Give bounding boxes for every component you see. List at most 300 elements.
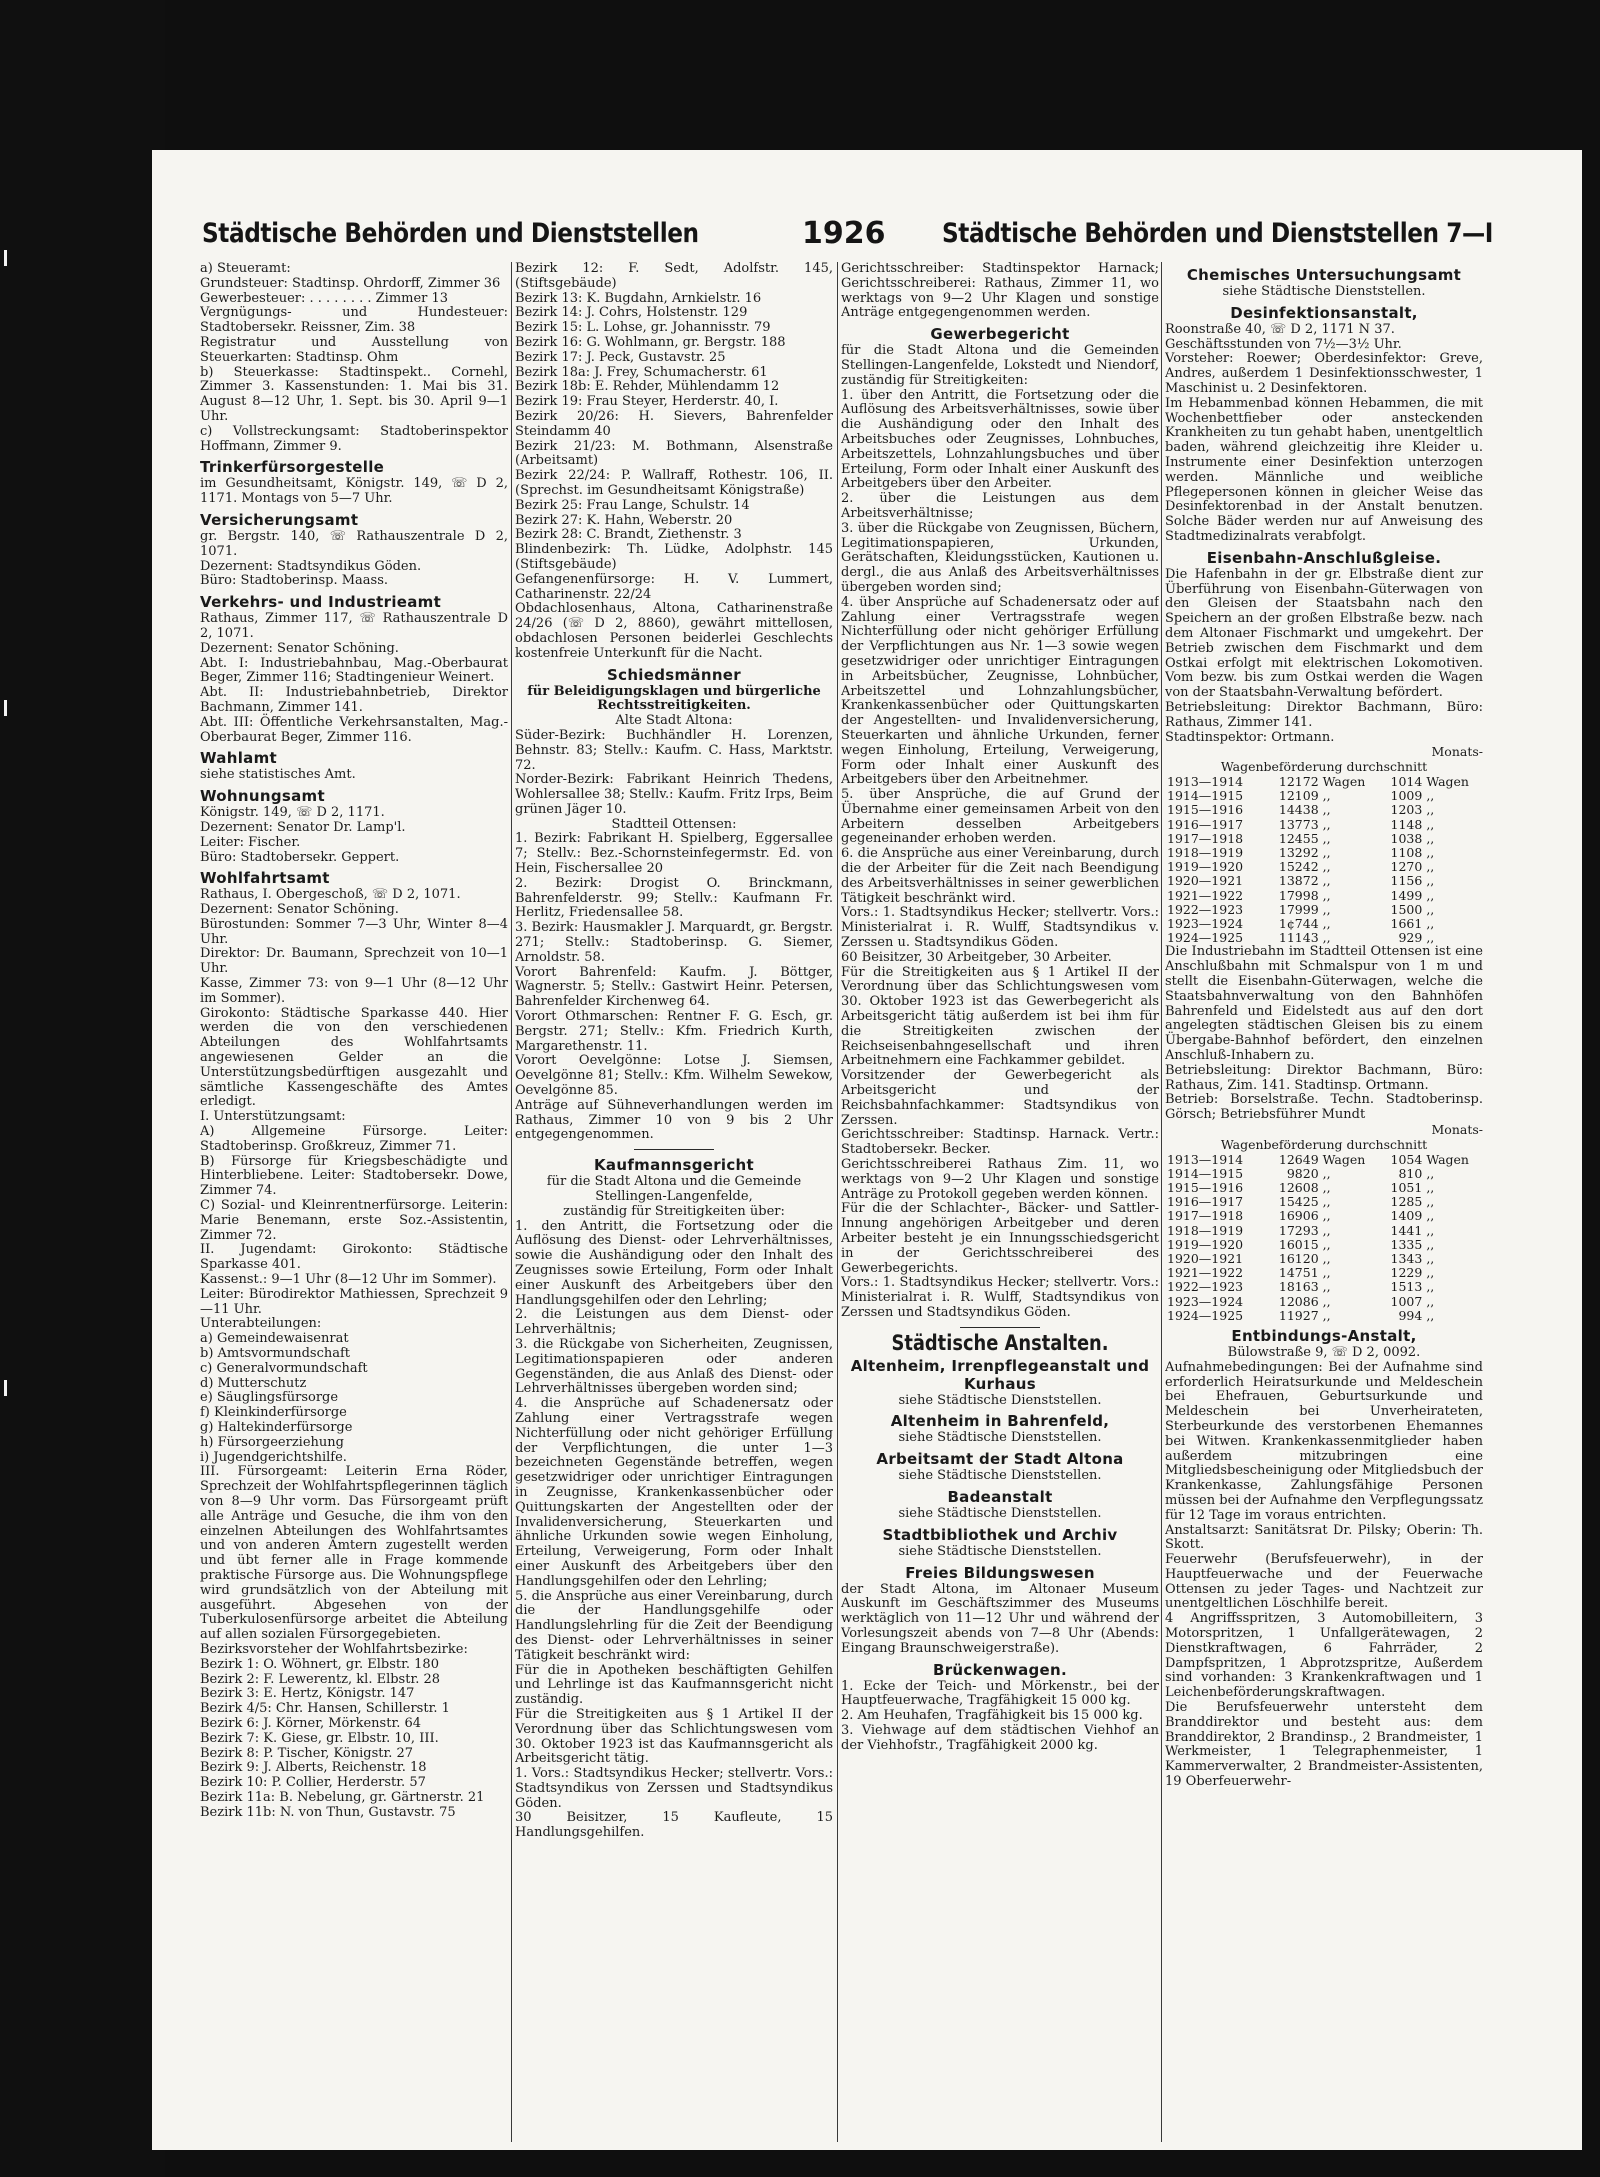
- centered-text: Alte Stadt Altona:: [615, 713, 733, 729]
- text-paragraph: Roonstraße 40, ☏ D 2, 1171 N 37.: [1165, 321, 1395, 337]
- table-cell: 1409: [1390, 1208, 1423, 1224]
- table-cell: ,,: [1426, 1265, 1435, 1281]
- section-heading: Kaufmannsgericht: [594, 1156, 754, 1175]
- column-2: [515, 262, 833, 2150]
- column-4: [1165, 262, 1483, 2150]
- text-paragraph: c) Generalvormundschaft: [200, 1360, 368, 1376]
- text-paragraph: Dezernent: Senator Schöning.: [200, 902, 399, 918]
- table-cell: 1924—1925: [1167, 1307, 1244, 1323]
- stats-table: [1165, 775, 1483, 945]
- table-cell: 1919—1920: [1167, 859, 1244, 875]
- table-cell: ,,: [1322, 1179, 1331, 1195]
- text-paragraph: Bezirk 7: K. Giese, gr. Elbstr. 10, III.: [200, 1730, 439, 1746]
- header-left-title: Städtische Behörden und Dienststellen: [202, 218, 699, 249]
- text-paragraph: 1. Vors.: Stadtsyndikus Hecker; stellvertr. Vors.: Stadtsyndikus von Zerssen und Stadtsyndikus Göden.: [515, 1766, 833, 1811]
- separator-rule: [960, 1327, 1040, 1328]
- table-cell: ,,: [1426, 1194, 1435, 1210]
- table-cell: ,,: [1426, 1208, 1435, 1224]
- text-paragraph: Vergnügungs- und Hundesteuer: Stadtobersekr. Reissner, Zim. 38: [200, 305, 508, 336]
- text-paragraph: im Gesundheitsamt, Königstr. 149, ☏ D 2, 1171. Montags von 5—7 Uhr.: [200, 476, 508, 507]
- table-cell: 1915—1916: [1167, 1179, 1244, 1195]
- table-row: [1165, 832, 1483, 846]
- text-paragraph: Bezirk 6: J. Körner, Mörkenstr. 64: [200, 1715, 422, 1731]
- text-paragraph: Bezirk 25: Frau Lange, Schulstr. 14: [515, 497, 750, 513]
- text-paragraph: Bezirk 20/26: H. Sievers, Bahrenfelder Steindamm 40: [515, 408, 833, 439]
- table-cell: ,,: [1426, 1179, 1435, 1195]
- table-cell: 1918—1919: [1167, 844, 1244, 860]
- table-cell: 1054: [1390, 1151, 1423, 1167]
- column-4-bottom: [1165, 1327, 1483, 1790]
- text-paragraph: 1. Ecke der Teich- und Mörkenstr., bei der Hauptfeuerwache, Tragfähigkeit 15 000 kg.: [841, 1678, 1159, 1709]
- text-paragraph: Bezirk 12: F. Sedt, Adolfstr. 145, (Stiftsgebäude): [515, 262, 833, 291]
- text-paragraph: Bezirk 21/23: M. Bothmann, Alsenstraße (Arbeitsamt): [515, 438, 833, 469]
- text-paragraph: Vorort Othmarschen: Rentner F. G. Esch, gr. Bergstr. 271; Stellv.: Kfm. Friedrich Kurth, Margarethenstr. 11.: [515, 1009, 833, 1054]
- text-paragraph: b) Steuerkasse: Stadtinspekt.. Cornehl, Zimmer 3. Kassenstunden: 1. Mai bis 31. August 8—12 Uhr, 1. Sept. bis 30. April 9—1 Uhr.: [200, 364, 508, 424]
- centered-text: Stadtteil Ottensen:: [611, 816, 737, 832]
- section-heading: Schiedsmänner: [607, 665, 741, 684]
- table-cell: 1922—1923: [1167, 901, 1244, 917]
- table-cell: 1148: [1390, 816, 1423, 832]
- centered-text: zuständig für Streitigkeiten über:: [563, 1203, 785, 1219]
- text-paragraph: Gerichtsschreiber: Stadtinspektor Harnack; Gerichtsschreiberei: Rathaus, Zimmer 11, wo werktags von 9—2 Uhr Klagen und sonstige Anträge entgegengenommen werden.: [841, 262, 1159, 321]
- table-cell: 1203: [1390, 802, 1423, 818]
- text-paragraph: Bezirk 22/24: P. Wallraff, Rothestr. 106, II. (Sprechst. im Gesundheitsamt Königstraße): [515, 468, 833, 498]
- text-paragraph: Für die in Apotheken beschäftigten Gehilfen und Lehrlinge ist das Kaufmannsgericht nicht zuständig.: [515, 1662, 833, 1708]
- text-paragraph: Bezirk 1: O. Wöhnert, gr. Elbstr. 180: [200, 1656, 439, 1672]
- table-cell: ,,: [1322, 1307, 1331, 1323]
- text-paragraph: Bezirk 15: L. Lohse, gr. Johannisstr. 79: [515, 320, 771, 336]
- section-heading: Entbindungs-Anstalt,: [1231, 1326, 1417, 1345]
- text-paragraph: Geschäftsstunden von 7½—3½ Uhr.: [1165, 336, 1402, 352]
- table-row: [1165, 917, 1483, 931]
- text-paragraph: Abt. I: Industriebahnbau, Mag.-Oberbaurat Beger, Zimmer 116; Stadtingenieur Weinert.: [200, 655, 508, 686]
- table-cell: ,,: [1426, 1165, 1435, 1181]
- table-cell: 9820: [1286, 1165, 1319, 1181]
- table-cell: 12172: [1278, 773, 1319, 789]
- table-cell: 1500: [1390, 901, 1423, 917]
- section-heading: Altenheim in Bahrenfeld,: [890, 1412, 1110, 1431]
- table-cell: ,,: [1322, 830, 1331, 846]
- centered-text: für Beleidigungsklagen und bürgerliche Rechtsstreitigkeiten.: [527, 683, 821, 714]
- table-cell: 1920—1921: [1167, 1250, 1244, 1266]
- text-paragraph: Registratur und Ausstellung von Steuerkarten: Stadtinsp. Ohm: [200, 334, 508, 365]
- table-cell: 1007: [1390, 1293, 1423, 1309]
- column-divider: [1161, 262, 1162, 2142]
- text-paragraph: g) Haltekinderfürsorge: [200, 1419, 353, 1435]
- column-4-mid: [1165, 945, 1483, 1123]
- section-heading: Arbeitsamt der Stadt Altona: [876, 1450, 1124, 1469]
- table-cell: 1915—1916: [1167, 802, 1244, 818]
- section-heading: Gewerbegericht: [930, 325, 1070, 344]
- column-divider: [837, 262, 838, 2142]
- text-paragraph: 5. die Ansprüche aus einer Vereinbarung, durch die der Handlungsgehilfe oder Handlungslehrling für die Zeit der Beendigung des Dienst- oder Lehrverhältnisses in seiner Tätigkeit beschränkt wird:: [515, 1588, 833, 1663]
- text-paragraph: 60 Beisitzer, 30 Arbeitgeber, 30 Arbeiter.: [841, 949, 1112, 965]
- table-row: [1165, 818, 1483, 832]
- text-paragraph: Vorsitzender der Gewerbegericht als Arbeitsgericht und der Reichsbahnfachkammer: Stadtsyndikus von Zerssen.: [841, 1068, 1159, 1128]
- text-paragraph: Vorsteher: Roewer; Oberdesinfektor: Greve, Andres, außerdem 1 Desinfektionsschwester, 1 Maschinist u. 2 Desinfektoren.: [1165, 351, 1483, 396]
- text-paragraph: Betriebsleitung: Direktor Bachmann, Büro: Rathaus, Zimmer 141.: [1165, 699, 1483, 730]
- table-row: [1165, 1238, 1483, 1252]
- table-row: [1165, 860, 1483, 874]
- text-paragraph: 3. Viehwage auf dem städtischen Viehhof an der Viehhofstr., Tragfähigkeit 2000 kg.: [841, 1722, 1159, 1753]
- header-right-title: Städtische Behörden und Dienststellen 7—I: [942, 218, 1494, 249]
- centered-text: Bülowstraße 9, ☏ D 2, 0092.: [1227, 1344, 1421, 1360]
- column-3: [841, 262, 1159, 2150]
- table-cell: ,,: [1426, 788, 1435, 804]
- text-paragraph: Unterabteilungen:: [200, 1316, 322, 1332]
- text-paragraph: 2. Am Heuhafen, Tragfähigkeit bis 15 000 kg.: [841, 1708, 1143, 1724]
- table-cell: 1285: [1390, 1194, 1423, 1210]
- section-title: Städtische Anstalten.: [891, 1330, 1109, 1355]
- text-paragraph: Bezirk 2: F. Lewerentz, kl. Elbstr. 28: [200, 1671, 441, 1687]
- text-paragraph: Bezirk 11a: B. Nebelung, gr. Gärtnerstr. 21: [200, 1789, 485, 1805]
- text-paragraph: Bezirk 18a: J. Frey, Schumacherstr. 61: [515, 364, 768, 380]
- table-cell: 1513: [1390, 1279, 1423, 1295]
- text-paragraph: 30 Beisitzer, 15 Kaufleute, 15 Handlungsgehilfen.: [515, 1810, 833, 1841]
- table-cell: 810: [1398, 1165, 1423, 1181]
- table-cell: 1499: [1390, 887, 1423, 903]
- table-cell: ,,: [1322, 873, 1331, 889]
- table-cell: 12086: [1278, 1293, 1319, 1309]
- table-cell: ,,: [1426, 859, 1435, 875]
- table-cell: 1108: [1390, 844, 1423, 860]
- table-cell: ,,: [1426, 802, 1435, 818]
- table-cell: 12455: [1278, 830, 1319, 846]
- text-paragraph: Blindenbezirk: Th. Lüdke, Adolphstr. 145 (Stiftsgebäude): [515, 542, 833, 572]
- table-cell: 1923—1924: [1167, 915, 1244, 931]
- table-cell: ,,: [1426, 1222, 1435, 1238]
- text-paragraph: Gewerbesteuer: . . . . . . . . Zimmer 13: [200, 290, 449, 306]
- table-cell: 1270: [1390, 859, 1423, 875]
- column-1: [200, 262, 508, 2150]
- table-cell: 1917—1918: [1167, 830, 1244, 846]
- table-cell: ,,: [1426, 887, 1435, 903]
- table-cell: 1914—1915: [1167, 788, 1244, 804]
- table-cell: Wagen: [1322, 773, 1366, 789]
- text-paragraph: Aufnahmebedingungen: Bei der Aufnahme sind erforderlich Heiratsurkunde und Meldeschein bei Ehefrauen, Geburtsurkunde und Meldeschein bei Unverheirateten, Sterbeurkunde des verstorbenen Ehemannes bei Witwen. Krankenkassenmitglieder haben außerdem mitzubringen eine Mitgliedsbescheinigung oder Mitgliedsbuch der Krankenkasse, Zahlungsfähige Personen müssen bei der Aufnahme den Verpflegungssatz für 12 Tage im voraus entrichten.: [1165, 1359, 1483, 1523]
- section-heading: Wohlfahrtsamt: [200, 869, 330, 888]
- table-cell: 17999: [1278, 901, 1319, 917]
- text-paragraph: Bezirk 11b: N. von Thun, Gustavstr. 75: [200, 1804, 456, 1820]
- text-paragraph: Gefangenenfürsorge: H. V. Lummert, Catharinenstr. 22/24: [515, 571, 833, 602]
- text-paragraph: e) Säuglingsfürsorge: [200, 1390, 339, 1406]
- table-cell: ,,: [1426, 1236, 1435, 1252]
- section-heading: Desinfektionsanstalt,: [1230, 303, 1418, 322]
- table-cell: ,,: [1426, 816, 1435, 832]
- section-heading: Verkehrs- und Industrieamt: [200, 593, 442, 612]
- stats-header: Wagenbeförderung durchschnitt: [1220, 759, 1428, 775]
- text-paragraph: Vors.: 1. Stadtsyndikus Hecker; stellvertr. Vors.: Ministerialrat i. R. Wulff, Stadtsyndikus v. Zerssen u. Stadtsyndikus Göden.: [841, 905, 1159, 951]
- text-paragraph: f) Kleinkinderfürsorge: [200, 1405, 347, 1421]
- table-cell: 1335: [1390, 1236, 1423, 1252]
- table-row: [1165, 1309, 1483, 1323]
- table-cell: ,,: [1426, 1250, 1435, 1266]
- table-cell: 1916—1917: [1167, 816, 1244, 832]
- text-paragraph: III. Fürsorgeamt: Leiterin Erna Röder, Sprechzeit der Wohlfahrtspflegerinnen täglich von 8—9 Uhr vorm. Das Fürsorgeamt prüft alle Anträge und Gesuche, die ihm von den einzelnen Abteilungen des Wohlfahrtsamtes und von anderen Ämtern zugestellt werden und übt ferner alle in Frage kommende praktische Fürsorge aus. Die Wohnungspflege wird grundsätzlich von der Abteilung mit ausgeführt. Abgesehen von der Tuberkulosenfürsorge arbeitet die Abteilung auf allen sozialen Fürsorgegebieten.: [200, 1464, 508, 1643]
- table-cell: Wagen: [1322, 1151, 1366, 1167]
- stats-header: Monats-: [1431, 1121, 1483, 1137]
- text-paragraph: II. Jugendamt: Girokonto: Städtische Sparkasse 401.: [200, 1242, 508, 1273]
- centered-text: siehe Städtische Dienststellen.: [898, 1505, 1102, 1521]
- text-paragraph: Kasse, Zimmer 73: von 9—1 Uhr (8—12 Uhr im Sommer).: [200, 976, 508, 1006]
- text-paragraph: 1. den Antritt, die Fortsetzung oder die Auflösung des Dienst- oder Lehrverhältnisses, sowie die Aushändigung oder den Inhalt des Zeugnisses sowie Erteilung, Form oder Inhalt einer Auskunft des Arbeitgebers über den Handlungsgehilfen oder den Lehrling;: [515, 1218, 833, 1308]
- table-cell: 13773: [1278, 816, 1319, 832]
- table-cell: 12649: [1278, 1151, 1319, 1167]
- industriebahn-stats: [1165, 1123, 1483, 1323]
- table-cell: 1009: [1390, 788, 1423, 804]
- table-cell: ,,: [1426, 844, 1435, 860]
- table-cell: 1051: [1390, 1179, 1423, 1195]
- text-paragraph: Betrieb: Borselstraße. Techn. Stadtoberinsp. Görsch; Betriebsführer Mundt: [1165, 1092, 1483, 1123]
- table-cell: 13292: [1278, 844, 1319, 860]
- table-cell: 1922—1923: [1167, 1279, 1244, 1295]
- text-paragraph: 4. die Ansprüche auf Schadenersatz oder Zahlung einer Vertragsstrafe wegen Nichterfüllung oder nicht gehöriger Erfüllung der Verpflichtungen, die unter 1—3 bezeichneten Gegenstände betreffen, wegen gesetzwidriger oder unrichtiger Eintragungen in Zeugnisse, Krankenkassenbücher oder Quittungskarten der Angestellten oder der Invalidenversicherung, Steuerkarten und ähnliche Urkunden sowie wegen Einholung, Erteilung, Verweigerung, Form oder Inhalt einer Auskunft des Arbeitgebers über den Handlungsgehilfen oder den Lehrling;: [515, 1396, 833, 1589]
- table-cell: ,,: [1426, 901, 1435, 917]
- table-cell: ,,: [1322, 802, 1331, 818]
- text-paragraph: Bezirk 9: J. Alberts, Reichenstr. 18: [200, 1760, 427, 1776]
- centered-text: siehe Städtische Dienststellen.: [898, 1468, 1102, 1484]
- text-paragraph: Rathaus, I. Obergeschoß, ☏ D 2, 1071.: [200, 887, 461, 903]
- table-cell: ,,: [1322, 1222, 1331, 1238]
- text-paragraph: Obdachlosenhaus, Altona, Catharinenstraße 24/26 (☏ D 2, 8860), gewährt mittellosen, obdachlosen Personen beiderlei Geschlechts kostenfreie Unterkunft für die Nacht.: [515, 601, 833, 661]
- text-paragraph: Für die Streitigkeiten aus § 1 Artikel II der Verordnung über das Schlichtungswesen vom 30. Oktober 1923 ist das Kaufmannsgericht als Arbeitsgericht tätig.: [515, 1706, 833, 1767]
- text-paragraph: Bezirk 14: J. Cohrs, Holstenstr. 129: [515, 305, 748, 321]
- table-row: [1165, 903, 1483, 917]
- table-cell: 1229: [1390, 1265, 1423, 1281]
- centered-text: siehe Städtische Dienststellen.: [1222, 284, 1426, 299]
- table-row: [1165, 1195, 1483, 1209]
- text-paragraph: 6. die Ansprüche aus einer Vereinbarung, durch die der Arbeiter für die Zeit nach Beendigung des Arbeitsverhältnisses in seiner gewerblichen Tätigkeit beschränkt wird.: [841, 846, 1159, 906]
- text-paragraph: 3. die Rückgabe von Sicherheiten, Zeugnissen, Legitimationspapieren oder anderen Gegenständen, die aus Anlaß des Dienst- oder Lehrverhältnisses übergeben worden sind;: [515, 1336, 833, 1397]
- text-paragraph: Bezirk 19: Frau Steyer, Herderstr. 40, I.: [515, 394, 779, 410]
- table-row: [1165, 1153, 1483, 1167]
- stats-header: Wagenbeförderung durchschnitt: [1220, 1136, 1428, 1152]
- table-cell: ,,: [1322, 1250, 1331, 1266]
- table-cell: 16906: [1278, 1208, 1319, 1224]
- table-cell: 1919—1920: [1167, 1236, 1244, 1252]
- table-cell: ,,: [1426, 1279, 1435, 1295]
- section-heading: Badeanstalt: [947, 1487, 1053, 1506]
- text-paragraph: Bürostunden: Sommer 7—3 Uhr, Winter 8—4 Uhr.: [200, 916, 508, 947]
- stats-table: [1165, 1153, 1483, 1323]
- table-cell: ,,: [1322, 788, 1331, 804]
- text-paragraph: I. Unterstützungsamt:: [200, 1109, 346, 1125]
- table-cell: ,,: [1322, 1236, 1331, 1252]
- table-cell: 14438: [1278, 802, 1319, 818]
- text-paragraph: Für die der Schlachter-, Bäcker- und Sattler-Innung angehörigen Arbeitgeber und deren Arbeiter besteht je ein Innungsschiedsgericht in der Gerichtsschreiberei des Gewerbegerichts.: [841, 1201, 1159, 1276]
- table-cell: Wagen: [1426, 1151, 1469, 1167]
- table-cell: ,,: [1426, 1293, 1435, 1309]
- column-divider: [511, 262, 512, 2142]
- text-paragraph: 3. über die Rückgabe von Zeugnissen, Büchern, Legitimationspapieren, Urkunden, Gerätschaften, Kleidungsstücken, Kautionen u. dergl., die aus Anlaß des Arbeitsverhältnisses übergeben worden sind;: [841, 520, 1159, 595]
- table-cell: 1913—1914: [1167, 773, 1244, 789]
- table-row: [1165, 1280, 1483, 1294]
- table-cell: ,,: [1322, 859, 1331, 875]
- table-cell: 1914—1915: [1167, 1165, 1244, 1181]
- text-paragraph: Dezernent: Senator Schöning.: [200, 640, 399, 656]
- text-paragraph: Vorort Oevelgönne: Lotse J. Siemsen, Oevelgönne 81; Stellv.: Kfm. Wilhelm Sewekow, Oevelgönne 85.: [515, 1053, 833, 1099]
- text-paragraph: Bezirk 17: J. Peck, Gustavstr. 25: [515, 349, 726, 365]
- table-cell: ,,: [1426, 873, 1435, 889]
- text-paragraph: 1. über den Antritt, die Fortsetzung oder die Auflösung des Arbeitsverhältnisses, sowie über die Aushändigung oder den Inhalt des Arbeitsbuches oder Zeugnisses, Lohnbuches, Arbeitszettels, Lohnzahlungsbuches und über Erteilung, Form oder Inhalt einer Auskunft des Arbeitgebers über den Arbeiter.: [841, 387, 1159, 492]
- text-paragraph: Anträge auf Sühneverhandlungen werden im Rathaus, Zimmer 10 von 9 bis 2 Uhr entgegengenommen.: [515, 1097, 833, 1143]
- text-paragraph: Gerichtsschreiber: Stadtinsp. Harnack. Vertr.: Stadtobersekr. Becker.: [841, 1127, 1159, 1158]
- text-paragraph: Die Industriebahn im Stadtteil Ottensen ist eine Anschlußbahn mit Schmalspur von 1 m und stellt die Eisenbahn-Güterwagen, welche die Staatsbahnverwaltung von den Bahnhöfen Bahrenfeld und Eidelstedt aus auf den dort angelegten städtischen Gleisen bis zu einem Übergabe-Bahnhof befördert, den einzelnen Anschluß-Inhabern zu.: [1165, 944, 1483, 1063]
- text-paragraph: c) Vollstreckungsamt: Stadtoberinspektor Hoffmann, Zimmer 9.: [200, 423, 508, 454]
- text-paragraph: 2. über die Leistungen aus dem Arbeitsverhältnisse;: [841, 491, 1159, 521]
- text-paragraph: d) Mutterschutz: [200, 1375, 307, 1391]
- section-heading: Brückenwagen.: [933, 1660, 1067, 1679]
- text-paragraph: Girokonto: Städtische Sparkasse 440. Hier werden die von den verschiedenen Abteilungen des Wohlfahrtsamts angewiesenen Gelder an die Unterstützungsbedürftigen ausgezahlt und sämtliche Kassengeschäfte des Amtes erledigt.: [200, 1005, 508, 1110]
- text-paragraph: Norder-Bezirk: Fabrikant Heinrich Thedens, Wohlersallee 38; Stellv.: Kaufm. Fritz Irps, Beim grünen Jäger 10.: [515, 772, 833, 817]
- text-paragraph: Bezirk 16: G. Wohlmann, gr. Bergstr. 188: [515, 334, 786, 350]
- centered-text: siehe Städtische Dienststellen.: [898, 1392, 1102, 1408]
- table-cell: ,,: [1322, 1194, 1331, 1210]
- table-cell: ,,: [1426, 930, 1435, 946]
- text-paragraph: Gerichtsschreiberei Rathaus Zim. 11, wo werktags von 9—2 Uhr Klagen und sonstige Anträge zu Protokoll gegeben werden können.: [841, 1157, 1159, 1202]
- text-paragraph: Bezirk 4/5: Chr. Hansen, Schillerstr. 1: [200, 1701, 450, 1717]
- text-paragraph: B) Fürsorge für Kriegsbeschädigte und Hinterbliebene. Leiter: Stadtobersekr. Dowe, Zimmer 74.: [200, 1153, 508, 1199]
- table-cell: 15242: [1278, 859, 1319, 875]
- table-cell: 12109: [1278, 788, 1319, 804]
- text-paragraph: Abt. II: Industriebahnbetrieb, Direktor Bachmann, Zimmer 141.: [200, 685, 508, 715]
- text-paragraph: C) Sozial- und Kleinrentnerfürsorge. Leiterin: Marie Benemann, erste Soz.-Assistentin, Zimmer 72.: [200, 1198, 508, 1243]
- table-cell: 12608: [1278, 1179, 1319, 1195]
- text-paragraph: Anstaltsarzt: Sanitätsrat Dr. Pilsky; Oberin: Th. Skott.: [1165, 1522, 1483, 1553]
- table-cell: 16120: [1278, 1250, 1319, 1266]
- text-paragraph: A) Allgemeine Fürsorge. Leiter: Stadtoberinsp. Großkreuz, Zimmer 71.: [200, 1124, 508, 1154]
- table-cell: 1918—1919: [1167, 1222, 1244, 1238]
- text-paragraph: Bezirk 18b: E. Rehder, Mühlendamm 12: [515, 379, 780, 395]
- section-heading: Chemisches Untersuchungsamt: [1186, 266, 1462, 284]
- table-cell: 11143: [1278, 930, 1319, 946]
- table-cell: 994: [1398, 1307, 1423, 1323]
- text-paragraph: Direktor: Dr. Baumann, Sprechzeit von 10—1 Uhr.: [200, 946, 508, 977]
- table-cell: 1920—1921: [1167, 873, 1244, 889]
- text-paragraph: a) Gemeindewaisenrat: [200, 1331, 349, 1347]
- table-row: [1165, 889, 1483, 903]
- text-paragraph: Leiter: Fischer.: [200, 834, 301, 850]
- text-paragraph: Leiter: Bürodirektor Mathiessen, Sprechzeit 9—11 Uhr.: [200, 1286, 508, 1317]
- text-paragraph: Bezirk 28: C. Brandt, Ziethenstr. 3: [515, 527, 742, 543]
- table-cell: 1038: [1390, 830, 1423, 846]
- table-cell: ,,: [1426, 1307, 1435, 1323]
- text-paragraph: Süder-Bezirk: Buchhändler H. Lorenzen, Behnstr. 83; Stellv.: Kaufm. C. Hass, Marktstr. 72.: [515, 727, 833, 773]
- table-cell: ,,: [1426, 830, 1435, 846]
- table-cell: ,,: [1322, 915, 1331, 931]
- table-cell: 15425: [1278, 1194, 1319, 1210]
- table-cell: Wagen: [1426, 773, 1469, 789]
- text-paragraph: Bezirksvorsteher der Wohlfahrtsbezirke:: [200, 1641, 468, 1657]
- page-header: [152, 218, 1582, 258]
- table-cell: ,,: [1322, 816, 1331, 832]
- table-row: [1165, 846, 1483, 860]
- section-heading: Freies Bildungswesen: [905, 1563, 1095, 1582]
- text-paragraph: Grundsteuer: Stadtinsp. Ohrdorff, Zimmer 36: [200, 275, 501, 291]
- separator-rule: [634, 1149, 714, 1150]
- table-cell: 18163: [1278, 1279, 1319, 1295]
- text-paragraph: a) Steueramt:: [200, 262, 291, 276]
- text-paragraph: Abt. III: Öffentliche Verkehrsanstalten, Mag.-Oberbaurat Beger, Zimmer 116.: [200, 714, 508, 745]
- text-paragraph: der Stadt Altona, im Altonaer Museum Auskunft im Geschäftszimmer des Museums werktäglich von 11—12 Uhr und während der Vorlesungszeit abends von 7—8 Uhr (Abends: Eingang Braunschweigerstraße).: [841, 1581, 1159, 1656]
- text-paragraph: Büro: Stadtobersekr. Geppert.: [200, 849, 400, 865]
- text-paragraph: Im Hebammenbad können Hebammen, die mit Wochenbettfieber oder ansteckenden Krankheiten zu tun gehabt haben, unentgeltlich baden, während gleichzeitig ihre Kleider u. Instrumente einer Desinfektion unterzogen werden. Männliche und weibliche Pflegepersonen können in gleicher Weise das Desinfektorenbad in der Anstalt benutzen. Solche Bäder werden nur auf Anweisung des Stadtmedizinalrats verabfolgt.: [1165, 395, 1483, 544]
- text-paragraph: 4. über Ansprüche auf Schadenersatz oder auf Zahlung einer Vertragsstrafe wegen Nichterfüllung oder nicht gehöriger Erfüllung der Verpflichtungen aus Nr. 1—3 sowie wegen gesetzwidriger oder unrichtiger Eintragungen in Arbeitsbücher, Zeugnisse, Lohnbücher, Arbeitszettel und Lohnzahlungsbücher, Krankenkassenbücher oder Quittungskarten der Angestellten- und Invalidenversicherung, Steuerkarten und ähnliche Urkunden, ferner wegen Einholung, Erteilung, Verweigerung, Form oder Inhalt einer Auskunft des Arbeitgebers über den Arbeitnehmer.: [841, 594, 1159, 788]
- table-cell: 14751: [1278, 1265, 1319, 1281]
- table-cell: 11927: [1278, 1307, 1319, 1323]
- table-cell: 1441: [1390, 1222, 1423, 1238]
- text-paragraph: Rathaus, Zimmer 117, ☏ Rathauszentrale D 2, 1071.: [200, 611, 508, 641]
- text-paragraph: Bezirk 27: K. Hahn, Weberstr. 20: [515, 512, 733, 528]
- centered-text: siehe Städtische Dienststellen.: [898, 1543, 1102, 1559]
- text-paragraph: Stadtinspektor: Ortmann.: [1165, 729, 1335, 745]
- column-4-top: [1165, 266, 1483, 745]
- text-paragraph: 4 Angriffsspritzen, 3 Automobilleitern, 3 Motorspritzen, 1 Unfallgerätewagen, 2 Dienstkraftwagen, 6 Fahrräder, 2 Dampfspritzen, 1 Abprotzspritze, Außerdem sind vorhanden: 3 Krankenkraftwagen und 1 Leichenbeförderungskraftwagen.: [1165, 1611, 1483, 1701]
- table-row: [1165, 1167, 1483, 1181]
- hafenbahn-stats: [1165, 745, 1483, 945]
- table-row: [1165, 1181, 1483, 1195]
- table-row: [1165, 1209, 1483, 1223]
- text-paragraph: 5. über Ansprüche, die auf Grund der Übernahme einer gemeinsamen Arbeit von den Arbeitern desselben Arbeitgebers gegeneinander erhoben werden.: [841, 787, 1159, 847]
- section-heading: Altenheim, Irrenpflegeanstalt und Kurhaus: [850, 1356, 1150, 1393]
- table-row: [1165, 1252, 1483, 1266]
- table-row: [1165, 1224, 1483, 1238]
- header-year: 1926: [802, 216, 886, 251]
- table-cell: 17998: [1278, 887, 1319, 903]
- text-paragraph: 3. Bezirk: Hausmakler J. Marquardt, gr. Bergstr. 271; Stellv.: Stadtoberinsp. G. Siemer, Arnoldstr. 58.: [515, 920, 833, 965]
- table-row: [1165, 775, 1483, 789]
- table-cell: ,,: [1322, 1279, 1331, 1295]
- table-cell: 929: [1398, 930, 1423, 946]
- section-heading: Versicherungsamt: [200, 510, 359, 529]
- text-paragraph: Bezirk 3: E. Hertz, Königstr. 147: [200, 1686, 415, 1702]
- text-paragraph: 2. die Leistungen aus dem Dienst- oder Lehrverhältnis;: [515, 1307, 833, 1338]
- table-cell: 1923—1924: [1167, 1293, 1244, 1309]
- text-paragraph: Bezirk 8: P. Tischer, Königstr. 27: [200, 1745, 414, 1761]
- table-cell: 16015: [1278, 1236, 1319, 1252]
- table-cell: 1917—1918: [1167, 1208, 1244, 1224]
- section-heading: Stadtbibliothek und Archiv: [882, 1525, 1118, 1544]
- table-row: [1165, 1266, 1483, 1280]
- text-paragraph: Dezernent: Senator Dr. Lamp'l.: [200, 819, 406, 835]
- table-row: [1165, 789, 1483, 803]
- table-cell: 1014: [1390, 773, 1423, 789]
- table-cell: 17293: [1278, 1222, 1319, 1238]
- text-paragraph: Die Hafenbahn in der gr. Elbstraße dient zur Überführung von Eisenbahn-Güterwagen von den Gleisen der Staatsbahn nach den Speichern an der großen Elbstraße bezw. nach dem Altonaer Fischmarkt und umgekehrt. Der Betrieb zwischen dem Fischmarkt und dem Ostkai erfolgt mit elektrischen Lokomotiven. Vom bezw. bis zum Ostkai werden die Wagen von der Staatsbahn-Verwaltung befördert.: [1165, 566, 1483, 701]
- table-cell: ,,: [1322, 930, 1331, 946]
- table-cell: 1913—1914: [1167, 1151, 1244, 1167]
- text-paragraph: Dezernent: Stadtsyndikus Göden.: [200, 558, 422, 574]
- text-paragraph: siehe statistisches Amt.: [200, 767, 356, 783]
- table-cell: ,,: [1322, 1208, 1331, 1224]
- table-row: [1165, 1295, 1483, 1309]
- centered-text: für die Stadt Altona und die Gemeinde Stellingen-Langenfelde,: [546, 1174, 802, 1205]
- text-paragraph: Für die Streitigkeiten aus § 1 Artikel II der Verordnung über das Schlichtungswesen vom 30. Oktober 1923 ist das Gewerbegericht als Arbeitsgericht tätig außerdem ist bei ihm für die Streitigkeiten zwischen der Reichseisenbahngesellschaft und ihren Arbeitnehmern eine Fachkammer gebildet.: [841, 964, 1159, 1069]
- text-paragraph: Betriebsleitung: Direktor Bachmann, Büro: Rathaus, Zim. 141. Stadtinsp. Ortmann.: [1165, 1062, 1483, 1093]
- text-paragraph: Kassenst.: 9—1 Uhr (8—12 Uhr im Sommer).: [200, 1272, 497, 1288]
- section-heading: Wahlamt: [200, 749, 277, 768]
- stats-header: Monats-: [1431, 744, 1483, 760]
- text-paragraph: Feuerwehr (Berufsfeuerwehr), in der Hauptfeuerwache und der Feuerwache Ottensen zu jeder Tages- und Nachtzeit zur unentgeltlichen Löschhilfe bereit.: [1165, 1552, 1483, 1612]
- table-cell: ,,: [1322, 1293, 1331, 1309]
- document-page: [152, 150, 1582, 2150]
- table-row: [1165, 931, 1483, 945]
- text-paragraph: 2. Bezirk: Drogist O. Brinckmann, Bahrenfelderstr. 99; Stellv.: Kaufmann Fr. Herlitz, Friedensallee 58.: [515, 875, 833, 921]
- text-paragraph: h) Fürsorgeerziehung: [200, 1434, 344, 1450]
- section-heading: Eisenbahn-Anschlußgleise.: [1206, 548, 1442, 567]
- table-cell: ,,: [1322, 887, 1331, 903]
- table-cell: ,,: [1322, 1265, 1331, 1281]
